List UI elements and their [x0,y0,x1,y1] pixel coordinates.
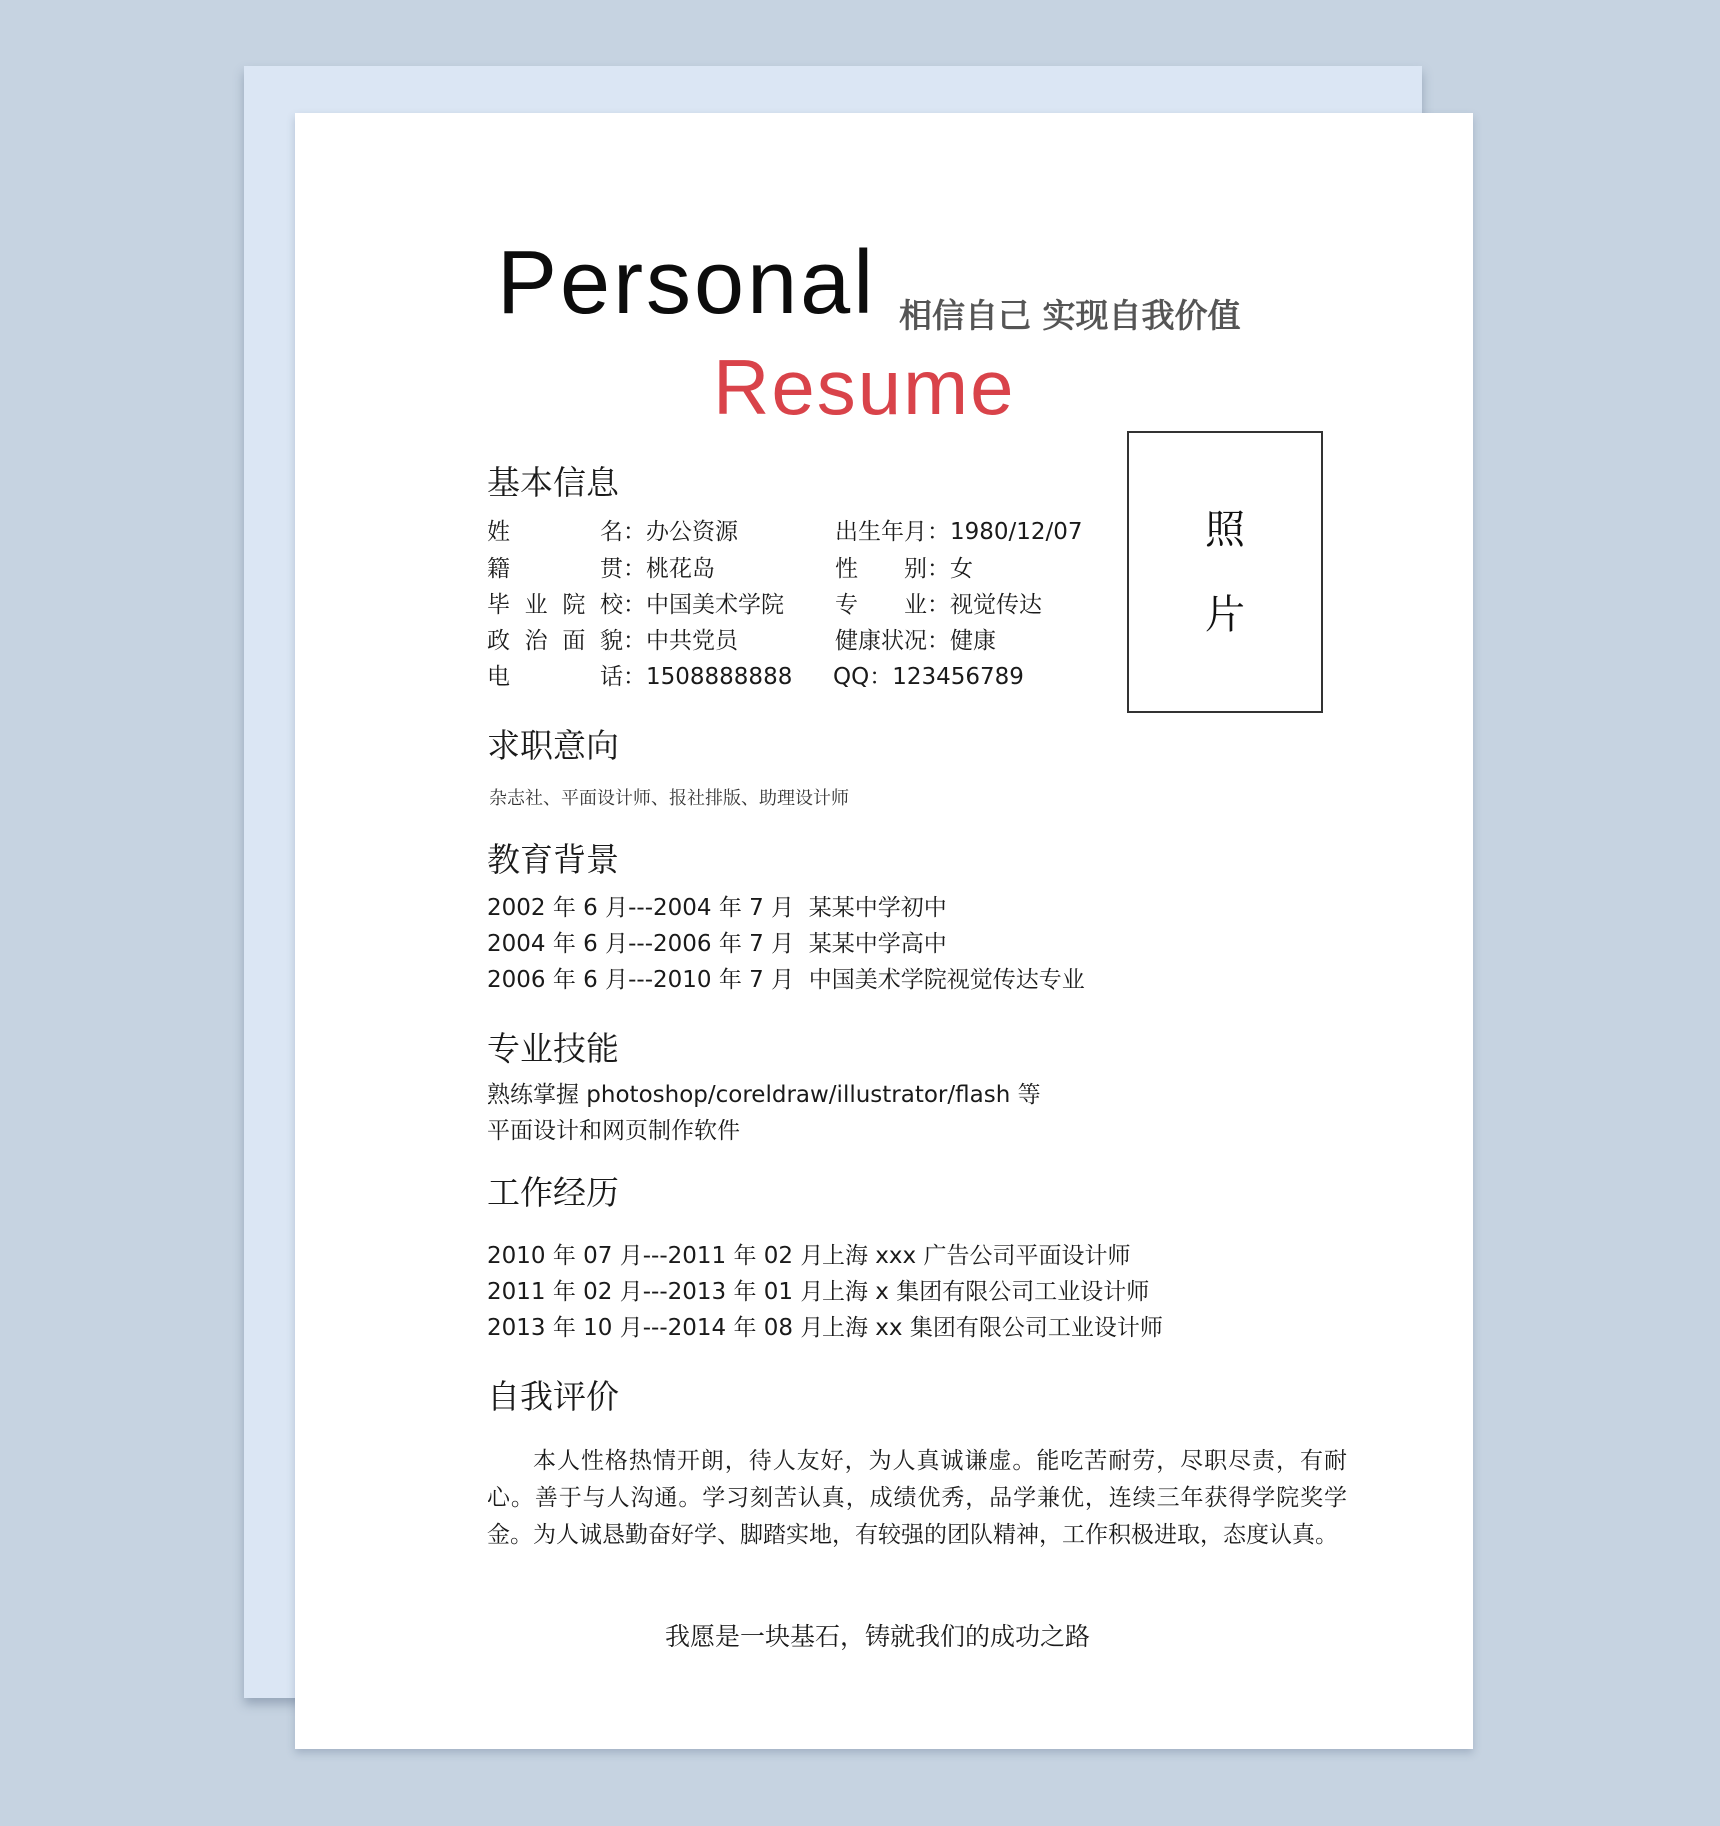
info-value: 视觉传达 [950,592,1042,618]
info-gender [835,558,973,581]
info-sep: ： [927,592,950,618]
photo-label-char-1: 照 [1205,507,1245,553]
motto: 我愿是一块基石，铸就我们的成功之路 [665,1622,1091,1651]
work-period: 2011 年 02 月---2013 年 01 月 [487,1279,824,1305]
info-sep: ： [869,664,893,690]
info-sep: ： [623,556,646,582]
education-period: 2004 年 6 月---2006 年 7 月 [487,931,795,957]
education-item [487,969,1085,992]
heading-work: 工作经历 [487,1173,619,1212]
education-school: 某某中学初中 [808,895,947,921]
info-label: QQ [833,664,870,690]
info-sep: ： [927,556,950,582]
info-value: 1508888888 [646,664,793,690]
title-resume: Resume [713,343,1016,431]
job-intent-text: 杂志社、平面设计师、报社排版、助理设计师 [489,788,849,809]
info-sep: ： [623,592,646,618]
info-value: 健康 [950,628,996,654]
education-item [487,933,947,956]
education-period: 2002 年 6 月---2004 年 7 月 [487,895,795,921]
skills-line-1: 熟练掌握 photoshop/coreldraw/illustrator/flash 等 [487,1082,1041,1108]
info-label: 出生年月 [835,519,927,545]
title-personal: Personal [497,233,877,333]
work-desc: 上海 xx 集团有限公司工业设计师 [822,1315,1163,1341]
info-label: 健康状况 [835,628,927,654]
info-political [487,630,738,653]
education-school: 中国美术学院视觉传达专业 [808,967,1085,993]
info-major [835,594,1042,617]
info-name [487,521,738,544]
info-value: 中共党员 [646,628,738,654]
heading-job-intent: 求职意向 [487,726,619,765]
info-sep: ： [623,664,646,690]
info-label: 电 话 [487,664,623,690]
education-period: 2006 年 6 月---2010 年 7 月 [487,967,795,993]
info-school [487,594,784,617]
info-label: 毕业院校 [487,592,623,618]
info-sep: ： [927,628,950,654]
info-value: 中国美术学院 [646,592,784,618]
info-label: 籍 贯 [487,556,623,582]
heading-skills: 专业技能 [487,1029,619,1068]
info-birth [835,521,1083,544]
work-desc: 上海 xxx 广告公司平面设计师 [822,1243,1131,1269]
info-value: 女 [950,556,973,582]
info-label: 政治面貌 [487,628,623,654]
info-origin [487,558,715,581]
work-period: 2013 年 10 月---2014 年 08 月 [487,1315,824,1341]
work-desc: 上海 x 集团有限公司工业设计师 [822,1279,1150,1305]
work-item [487,1245,1130,1268]
work-item [487,1317,1163,1340]
work-item [487,1281,1149,1304]
photo-label-char-2: 片 [1205,592,1245,638]
heading-self-eval: 自我评价 [487,1377,619,1416]
info-label: 专 业 [835,592,927,618]
education-school: 某某中学高中 [808,931,947,957]
photo-placeholder [1127,431,1323,713]
heading-education: 教育背景 [487,840,619,879]
info-value: 1980/12/07 [950,519,1083,545]
info-qq [833,666,1024,689]
info-sep: ： [623,519,646,545]
info-value: 123456789 [892,664,1024,690]
heading-basic-info: 基本信息 [487,463,619,502]
info-sep: ： [623,628,646,654]
work-period: 2010 年 07 月---2011 年 02 月 [487,1243,824,1269]
info-label: 性 别 [835,556,927,582]
info-value: 办公资源 [646,519,738,545]
info-phone [487,666,792,689]
info-health [835,630,996,653]
skills-line-2: 平面设计和网页制作软件 [487,1118,740,1144]
slogan: 相信自己 实现自我价值 [899,296,1241,335]
info-value: 桃花岛 [646,556,715,582]
education-item [487,897,947,920]
self-eval-text: 本人性格热情开朗，待人友好，为人真诚谦虚。能吃苦耐劳，尽职尽责，有耐心。善于与人沟通。学习刻苦认真，成绩优秀，品学兼优，连续三年获得学院奖学金。为人诚恳勤奋好学、脚踏实地，有较强的团队精神，工作积极进取，态度认真。 [487,1448,1347,1548]
info-label: 姓 名 [487,519,623,545]
info-sep: ： [927,519,950,545]
